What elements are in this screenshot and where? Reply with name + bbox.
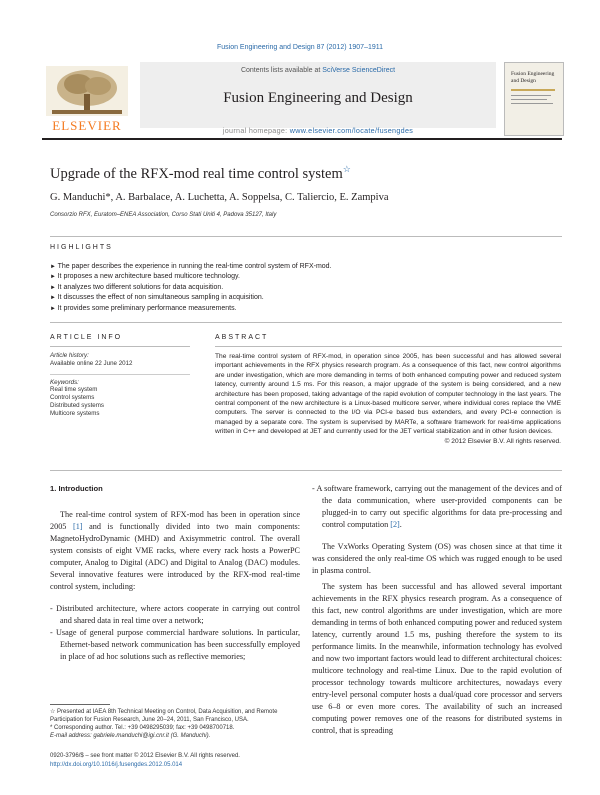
journal-cover-thumbnail — [504, 62, 564, 136]
highlight-item: ► It discusses the effect of non simultaneous sampling in acquisition. — [50, 293, 332, 303]
abstract-body — [215, 352, 561, 446]
keyword-item: Distributed systems — [50, 401, 104, 409]
article-info-heading: ARTICLE INFO — [50, 334, 123, 341]
elsevier-logo — [42, 64, 132, 132]
history-value: Available online 22 June 2012 — [50, 359, 133, 367]
front-matter — [50, 752, 300, 769]
contents-availability: Contents lists available at SciVerse ScienceDirect — [240, 67, 396, 74]
divider — [50, 346, 190, 347]
highlights-list — [50, 262, 332, 314]
body-paragraph: The system has been successful and has allowed several important achievements in the RFX physics research program. As a consequence of this fact, new control algorithms are under investigation, which are more demanding in terms of both enhanced computing power and reduced system latency, currently around 1.5 ms, pushing therefore the system to its performance limits. In the meanwhile, information technology has evolved and now two important factors would lead to different architectural choices: multicore technology and real-time Linux. Due to the rapid evolution of processor technology towards multicore architectures, nowadays every entry-level personal computer hosts a dual/quad core processor and servers use 6–8 or even more cores. The availability of such an increased computing power removes one of the reasons for distributed systems in control, that is spreading — [312, 582, 562, 735]
highlights-heading: HIGHLIGHTS — [50, 244, 113, 251]
citation-link[interactable]: [2] — [390, 520, 400, 529]
feature-item: - Distributed architecture, where actors cooperate in carrying out control and shared data in real time over a network; — [50, 604, 300, 625]
affiliation: Consorzio RFX, Euratom–ENEA Association, Corso Stati Uniti 4, Padova 35127, Italy — [50, 212, 277, 218]
sciencedirect-link[interactable]: SciVerse ScienceDirect — [322, 67, 396, 74]
keyword-item: Multicore systems — [50, 409, 100, 417]
divider — [50, 322, 562, 323]
keyword-item: Control systems — [50, 394, 95, 402]
journal-title: Fusion Engineering and Design — [223, 90, 413, 106]
citation-link[interactable]: [1] — [72, 522, 83, 531]
feature-list — [50, 603, 300, 663]
keywords-label: Keywords: — [50, 378, 79, 386]
footnotes — [50, 708, 300, 740]
footnote-email[interactable]: E-mail address: gabriele.manduchi@igi.cnr.it (G. Manduchi). — [50, 733, 211, 739]
header-rule — [42, 138, 562, 140]
abstract-heading: ABSTRACT — [215, 334, 269, 341]
journal-homepage: journal homepage: www.elsevier.com/locate/fusengdes — [222, 126, 414, 135]
article-info — [50, 352, 190, 418]
journal-banner — [140, 62, 496, 128]
abstract-text: The real-time control system of RFX-mod, in operation since 2005, has been successful and has allowed several important achievements in the RFX physics research program. As a consequence of this fact, new control algorithms are under investigation, which are more demanding in terms of both enhanced computing power and reduced system latency, currently around 1.5 ms. For this reason, a major upgrade of the system is being considered, and a new architecture has been proposed, taking advantage of the rapid evolution of computer technology in the last years. The central component of the new architecture is a Linux-based multicore server, where individual cores replace the VME computers. The server is connected to the I/O via PCI-e based bus extenders, and every PCI-e connection is managed by a separate core. The system is supervised by MARTe, a software framework for real-time applications written in C++ and developed at JET and currently used for the JET vertical stabilization and in other fusion devices. — [215, 353, 561, 436]
highlight-item: ► The paper describes the experience in running the real-time control system of RFX-mod. — [50, 262, 332, 272]
cover-title: Fusion Engineering and Design — [511, 71, 555, 84]
feature-item: - Usage of general purpose commercial hardware solutions. In particular, Ethernet-based network communication has been successfully employed in place of ad hoc solutions such as reflective memories; — [50, 628, 300, 661]
publisher-name: ELSEVIER — [52, 118, 122, 133]
journal-reference[interactable]: Fusion Engineering and Design 87 (2012) 1907–1911 — [216, 44, 384, 51]
highlight-item: ► It analyzes two different solutions for data acquisition. — [50, 283, 332, 293]
cover-line — [511, 95, 551, 96]
doi-link[interactable]: http://dx.doi.org/10.1016/j.fusengdes.2012.05.014 — [50, 761, 183, 768]
intro-paragraph: The real-time control system of RFX-mod has been in operation since 2005 [1] and is functionally divided into two main components: MagnetoHydroDynamic (MHD) and Axisymmetric control. The overall system consists of eight VME racks, where every rack hosts a PowerPC computer, Analog to Digital (ADC) and Digital to Analog (DAC) modules. Several innovative features were introduced by the RFX-mod real-time control system, including: — [50, 510, 300, 591]
abstract-copyright: © 2012 Elsevier B.V. All rights reserved. — [444, 437, 561, 445]
highlight-item: ► It proposes a new architecture based multicore technology. — [50, 272, 332, 282]
divider — [50, 236, 562, 237]
journal-homepage-link[interactable]: www.elsevier.com/locate/fusengdes — [289, 126, 414, 135]
author-list: G. Manduchi*, A. Barbalace, A. Luchetta, A. Soppelsa, C. Taliercio, E. Zampiva — [50, 192, 389, 203]
keyword-item: Real time system — [50, 386, 98, 394]
history-label: Article history: — [50, 352, 89, 359]
divider — [50, 470, 562, 471]
footnote-rule — [50, 704, 110, 705]
feature-list-continued — [312, 483, 562, 531]
divider — [215, 346, 562, 347]
divider — [50, 374, 190, 375]
section-heading-introduction: 1. Introduction — [50, 484, 103, 493]
footnote-presented: ☆ Presented at IAEA 8th Technical Meeting on Control, Data Acquisition, and Remote Participation for Fusion Research, June 20–24, 2011, San Francisco, USA. — [50, 709, 278, 723]
issn-line: 0920-3796/$ – see front matter © 2012 Elsevier B.V. All rights reserved. — [50, 753, 240, 759]
title-footnote-mark[interactable]: ☆ — [342, 164, 351, 174]
feature-item: - A software framework, carrying out the management of the devices and of the data communication, where user-provided components can be plugged-in to carry out specific algorithms for data pre-processing and control computation [2]. — [312, 484, 562, 529]
left-column — [50, 483, 300, 663]
footnote-corresponding: * Corresponding author. Tel.: +39 0498295039; fax: +39 0498700718. — [50, 725, 235, 731]
cover-line — [511, 103, 553, 104]
right-column — [312, 483, 562, 737]
cover-stripe — [511, 89, 555, 91]
article-title: Upgrade of the RFX-mod real time control system☆ — [50, 164, 351, 182]
highlight-item: ► It provides some preliminary performance measurements. — [50, 304, 332, 314]
body-paragraph: The VxWorks Operating System (OS) was chosen since at that time it was considered the only real-time OS which was rugged enough to be used in plasma control. — [312, 542, 562, 575]
cover-line — [511, 99, 547, 100]
